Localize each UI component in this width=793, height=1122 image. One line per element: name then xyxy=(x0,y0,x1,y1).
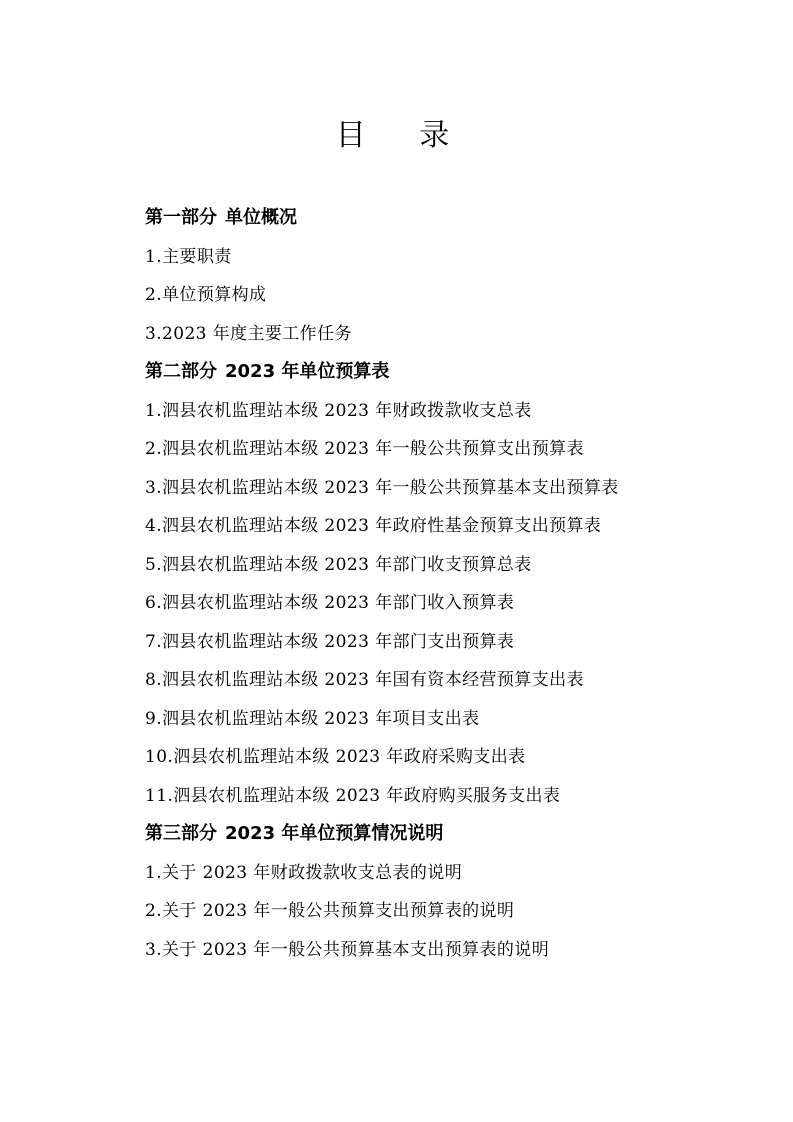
toc-item[interactable]: 9.泗县农机监理站本级 2023 年项目支出表 xyxy=(145,708,480,729)
toc-item[interactable]: 11.泗县农机监理站本级 2023 年政府购买服务支出表 xyxy=(145,785,561,806)
table-of-contents xyxy=(145,199,765,969)
section-part-label: 第一部分 xyxy=(145,207,217,228)
toc-item[interactable]: 2.单位预算构成 xyxy=(145,285,267,305)
section-heading-part-2[interactable] xyxy=(145,353,765,392)
toc-item[interactable]: 4.泗县农机监理站本级 2023 年政府性基金预算支出预算表 xyxy=(145,516,602,536)
toc-item[interactable]: 7.泗县农机监理站本级 2023 年部门支出预算表 xyxy=(145,631,515,652)
toc-item[interactable]: 6.泗县农机监理站本级 2023 年部门收入预算表 xyxy=(145,593,515,613)
toc-item[interactable]: 10.泗县农机监理站本级 2023 年政府采购支出表 xyxy=(145,747,526,767)
toc-item[interactable]: 1.泗县农机监理站本级 2023 年财政拨款收支总表 xyxy=(145,400,532,421)
toc-item[interactable]: 3.2023 年度主要工作任务 xyxy=(145,323,352,344)
toc-item[interactable]: 5.泗县农机监理站本级 2023 年部门收支预算总表 xyxy=(145,554,532,575)
toc-item[interactable]: 2.关于 2023 年一般公共预算支出预算表的说明 xyxy=(145,901,515,921)
toc-item[interactable]: 3.关于 2023 年一般公共预算基本支出预算表的说明 xyxy=(145,939,550,960)
section-part-label: 第二部分 xyxy=(145,361,217,382)
section-heading-part-1[interactable] xyxy=(145,199,765,238)
page-title: 目 录 xyxy=(335,118,472,153)
section-heading-text: 2023 年单位预算情况说明 xyxy=(225,823,444,844)
toc-item[interactable]: 3.泗县农机监理站本级 2023 年一般公共预算基本支出预算表 xyxy=(145,477,619,498)
section-heading-text: 单位概况 xyxy=(225,207,297,228)
toc-item[interactable]: 8.泗县农机监理站本级 2023 年国有资本经营预算支出表 xyxy=(145,670,584,690)
section-part-label: 第三部分 xyxy=(145,823,217,844)
section-heading-text: 2023 年单位预算表 xyxy=(225,361,390,382)
toc-item[interactable]: 2.泗县农机监理站本级 2023 年一般公共预算支出预算表 xyxy=(145,439,584,459)
section-heading-part-3[interactable] xyxy=(145,815,765,854)
toc-item[interactable]: 1.关于 2023 年财政拨款收支总表的说明 xyxy=(145,862,463,883)
toc-item[interactable]: 1.主要职责 xyxy=(145,246,232,267)
